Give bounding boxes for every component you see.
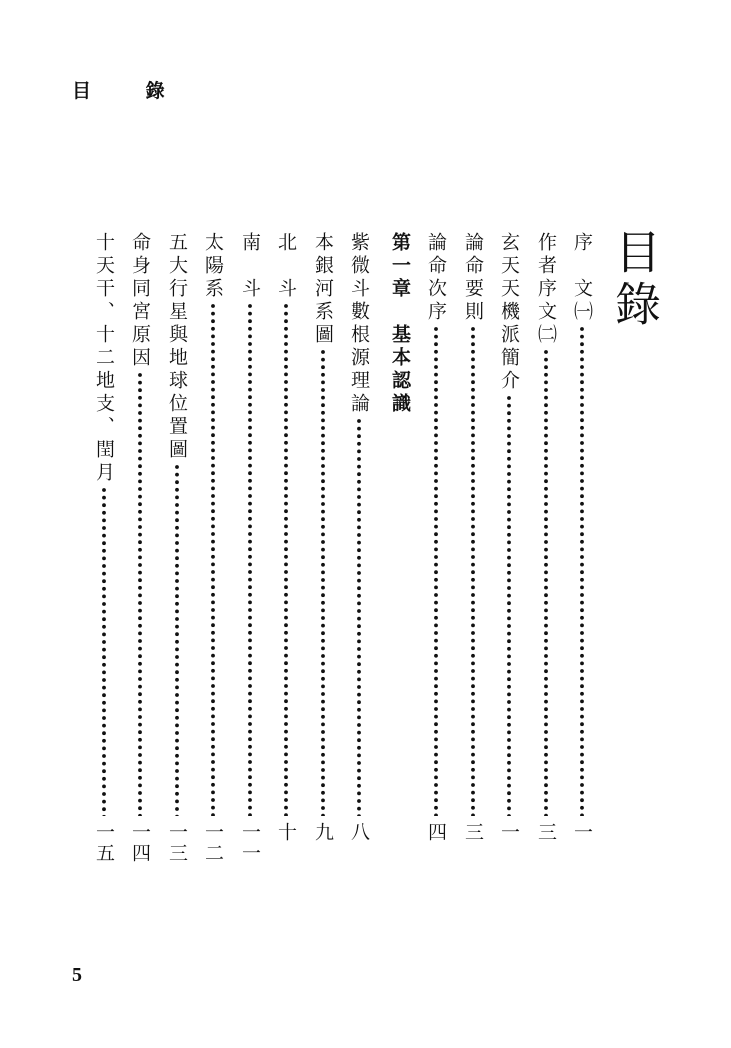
toc-entry-page: 一四 — [129, 822, 151, 864]
toc-entry-title: 十天干、十二地支、閏月 — [93, 232, 115, 485]
dot-leader — [198, 303, 228, 816]
toc-entry-page: 四 — [425, 822, 447, 843]
dot-leader — [271, 303, 301, 816]
dot-leader — [567, 326, 597, 816]
dot-leader — [458, 326, 488, 816]
toc-entry-title: 紫微斗數根源理論 — [348, 232, 370, 416]
dot-leader — [421, 326, 451, 816]
toc-entry-title: 作者序文㈡ — [535, 232, 557, 347]
dot-leader — [162, 464, 192, 816]
toc-entry-title: 太陽系 — [202, 232, 224, 301]
page-number: 5 — [72, 964, 82, 986]
toc-entry-page: 十 — [275, 822, 297, 843]
toc-entry-page: 八 — [348, 822, 370, 843]
toc-entry-title: 玄天天機派簡介 — [498, 232, 520, 393]
toc-entry-title: 論命次序 — [425, 232, 447, 324]
dot-leader — [494, 395, 524, 816]
running-head: 目 錄 — [72, 80, 189, 102]
toc-entry-page: 一五 — [93, 822, 115, 864]
toc-entry-title: 五大行星與地球位置圖 — [166, 232, 188, 462]
dot-leader — [125, 372, 155, 816]
toc-entry-page: 一二 — [202, 822, 224, 864]
toc-entry-title: 南 斗 — [239, 232, 261, 301]
toc-entry-page: 一 — [571, 822, 593, 843]
toc-entry-title: 命身同宮原因 — [129, 232, 151, 370]
toc-entry-page: 九 — [312, 822, 334, 843]
toc-entry-title: 序 文㈠ — [571, 232, 593, 324]
toc-entry-page: 一 — [498, 822, 520, 843]
dot-leader — [89, 487, 119, 816]
toc-entry-page: 一三 — [166, 822, 188, 864]
toc-entry-title: 北 斗 — [275, 232, 297, 301]
toc-entry-page: 三 — [535, 822, 557, 843]
dot-leader — [235, 303, 265, 816]
toc-entry-page: 一一 — [239, 822, 261, 864]
toc-entry-title: 第一章 基本認識 — [389, 232, 411, 416]
toc-entry-page: 三 — [462, 822, 484, 843]
dot-leader — [344, 418, 374, 816]
dot-leader — [308, 349, 338, 816]
toc-entry-title: 論命要則 — [462, 232, 484, 324]
dot-leader — [531, 349, 561, 816]
toc-title: 目錄 — [608, 228, 662, 332]
toc-entry-title: 本銀河系圖 — [312, 232, 334, 347]
